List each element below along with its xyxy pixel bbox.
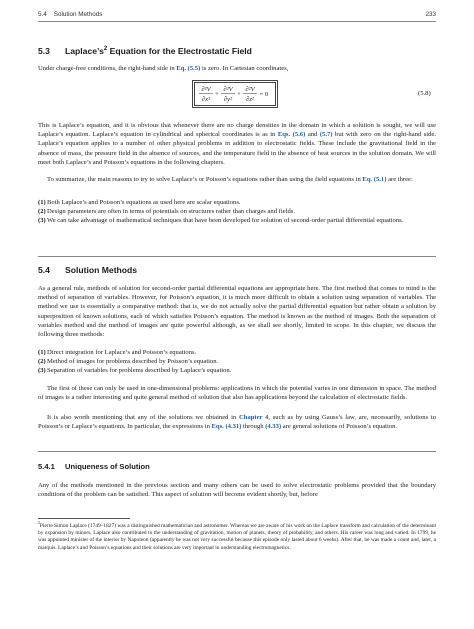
running-header-section [38, 11, 102, 18]
text-run: through [241, 423, 266, 431]
equation-rhs: = 0 [259, 91, 269, 98]
header-rule [38, 21, 436, 22]
text-run: It is also worth mentioning that any of the solutions we obtained in [47, 414, 240, 421]
section-divider [38, 256, 436, 257]
paragraph-methods-intro [38, 284, 436, 339]
list-text: Both Laplace’s and Poisson’s equations as used here are scalar equations. [47, 199, 241, 206]
paragraph-uniqueness [38, 481, 436, 499]
section-title-part: Laplace’s [65, 46, 104, 56]
footnote-rule [38, 518, 130, 519]
term1-numerator: ∂²V [201, 86, 211, 93]
list-index: (2) [38, 358, 46, 366]
list-text: Design parameters are often in terms of potentials on structures rather than charges and fields. [47, 208, 295, 216]
methods-list [38, 348, 436, 376]
section-heading-5-3 [38, 46, 252, 56]
equation-link[interactable]: Eq. (5.1) [362, 176, 387, 183]
equation-link[interactable]: Eqs. (4.31) [211, 423, 242, 431]
list-item [38, 366, 436, 375]
subsection-heading-5-4-1 [38, 462, 150, 471]
plus-sign: + [237, 91, 241, 98]
term2-numerator: ∂²V [223, 86, 233, 93]
list-index: (3) [38, 367, 46, 375]
list-item [38, 216, 436, 225]
text-run: To summarize, the main reasons to try to solve Laplace’s or Poisson’s equations rather than using the field equations in [47, 176, 363, 183]
reasons-list [38, 198, 436, 226]
paragraph-summary [38, 175, 436, 184]
list-index: (3) [38, 217, 46, 225]
plus-sign: + [215, 91, 219, 98]
paragraph-first-method [38, 384, 436, 402]
section-title-part: Equation for the Electrostatic Field [107, 46, 252, 56]
paragraph-gauss-law [38, 413, 436, 431]
page-number: 233 [425, 11, 436, 18]
text-run: are general solutions of Poisson’s equation. [281, 423, 398, 431]
footnote-mark: 2 [38, 521, 40, 526]
section-heading-5-4 [38, 265, 137, 275]
section-title: Uniqueness of Solution [65, 462, 150, 471]
text-run: Under charge-free conditions, the right-hand side in [38, 65, 177, 72]
text-run: The first of these can only be used in one-dimensional problems: applications in which the potential varies in one dimension in space. The method of images is a rather interesting and quite general method of solution that also has applications beyond the calculation of electrostatic fields. [38, 385, 436, 402]
chapter-link[interactable]: Chapter 4 [239, 414, 269, 421]
term3-denominator: ∂z² [246, 96, 254, 103]
list-item [38, 207, 436, 216]
list-item [38, 348, 436, 357]
text-run: This is Laplace’s equation, and it is obvious that whenever there are no charge densities in the domain in which a solution is sought, we will use Laplace’s equation. Laplace’s equation in cylindrical and spherical coordinates is as in [38, 122, 436, 139]
footnote-marker: 2 [103, 46, 108, 53]
footnote [38, 523, 436, 552]
list-text: Separation of variables for problems described by Laplace’s equation. [47, 367, 232, 375]
section-title: Solution Methods [65, 265, 138, 275]
term3-numerator: ∂²V [245, 86, 255, 93]
text-run: but with zero on the right-hand side. Laplace’s equation applies to a number of other physical problems in addition to electrostatic fields. These include the gravitational field in the absence of mass, the pressure field in the absence of sources, and the temperature field in the absence of heat sources in the solution domain. We will meet both Laplace’s and Poisson’s equations in the following chapters. [38, 131, 437, 166]
section-number: 5.4 [38, 265, 50, 275]
section-divider [38, 451, 436, 452]
equation-svg [195, 83, 275, 105]
laplace-equation [194, 82, 276, 106]
text-run: As a general rule, methods of solution for second-order partial differential equations are appropriate here. The first method that comes to mind is the method of separation of variables. However, for Poisson’s equation, it is much more difficult to obtain a solution using separation of variables. The method we use is essentially a comparative method: that is, we do not actually solve the partial differential equation but rather obtain a solution by superposition of known solutions, each of which satisfies Poisson’s equation. The method is known as the method of images. Both the separation of variables method and the method of images are quite powerful although, as we shall see shortly, limited in scope. In this chapter, we discuss the following three methods: [38, 285, 436, 339]
text-run: and [305, 131, 320, 139]
list-text: We can take advantage of mathematical techniques that have been developed for solution of second-order partial differential equations. [47, 217, 404, 225]
list-item [38, 198, 436, 207]
running-header-title: Solution Methods [53, 11, 103, 18]
equation-link[interactable]: (4.33) [265, 423, 282, 431]
intro-paragraph [38, 64, 436, 73]
equation-number: (5.8) [418, 90, 431, 97]
running-header-number: 5.4 [38, 11, 47, 18]
section-number: 5.4.1 [38, 462, 55, 471]
list-index: (1) [38, 199, 46, 206]
footnote-text: Pierre Simon Laplace (1749–1827) was a distinguished mathematician and astronomer. Whereas we are aware of his work on the Laplace transform and calculation of the determinant by expansion by minors, Laplace also contributed to the understanding of gravitation, motion of planets, theory of probability, and others. His career was long and varied. In 1799, he was appointed minister of the interior by Napoleon (apparently he was not very successful because this episode only lasted about 6 weeks). After that, he was made a count and, later, a marquis. Laplace’s and Poisson’s equations and their solutions are very important in understanding electromagnetics. [38, 523, 436, 551]
equation-link[interactable]: Eqs. (5.6) [277, 131, 306, 139]
section-number: 5.3 [38, 46, 50, 56]
text-run: is zero. In Cartesian coordinates, [200, 65, 289, 72]
text-run: are three: [386, 176, 413, 183]
list-text: Direct integration for Laplace’s and Poisson’s equations. [47, 349, 197, 356]
list-item [38, 357, 436, 366]
term1-denominator: ∂x² [201, 96, 211, 103]
equation-link[interactable]: Eq. (5.5) [176, 65, 201, 72]
list-index: (2) [38, 208, 46, 216]
term2-denominator: ∂y² [223, 96, 233, 103]
equation-link[interactable]: (5.7) [319, 131, 333, 139]
text-run: Any of the methods mentioned in the previous section and many others can be used to solve electrostatic problems provided that the boundary conditions of the problem can be satisfied. This aspect of solution will become evident shortly, but, before [38, 482, 436, 499]
text-run: , such as by using Gauss’s law, are, necessarily, solutions to Poisson’s or Laplace’s equations. In particular, the expressions in [38, 414, 436, 431]
paragraph-laplace-applications [38, 121, 436, 167]
list-index: (1) [38, 349, 46, 356]
list-text: Method of images for problems described by Poisson’s equation. [47, 358, 219, 366]
